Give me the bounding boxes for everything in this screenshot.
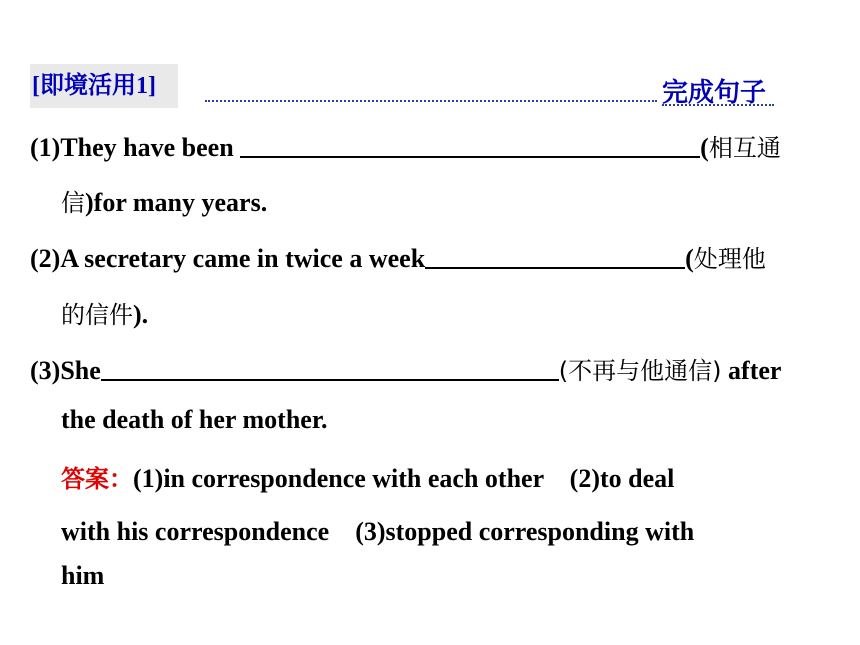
answer-text-3: him [61,561,105,590]
question-2-number: (2) [30,244,61,273]
question-1-hint-part-2: 信 [61,189,85,217]
question-3-blank[interactable] [101,355,559,381]
answer-line-3 [61,561,104,591]
question-2-line-1 [30,239,766,274]
section-tag-text: [即境活用1] [32,73,156,99]
question-2-blank[interactable] [425,243,685,269]
question-1-hint-part-1: 相互通 [708,134,781,162]
question-1-blank[interactable] [240,132,700,158]
question-3-line-1 [30,351,781,386]
question-3-number: (3) [30,356,61,385]
question-1-text: They have been [60,133,241,162]
question-2-hint-open: ( [685,244,694,273]
question-3-tail-2: the death of her mother. [61,405,328,434]
question-3-text: She [60,356,101,385]
question-1-tail: )for many years. [85,188,268,217]
section-title: 完成句子 [662,78,767,108]
question-3-tail-1: after [721,356,782,385]
question-2-text: A secretary came in twice a week [60,244,426,273]
answer-text-2: with his correspondence (3)stopped corresponding with [61,517,695,546]
section-title-underline [662,104,774,106]
answer-label: 答案： [61,465,133,493]
section-tag [30,64,178,108]
question-2-line-2 [61,295,148,330]
question-1-line-1 [30,128,781,163]
question-3-hint: (不再与他通信) [558,357,722,385]
question-1-line-2 [61,183,267,218]
answer-line-1 [61,458,674,495]
answer-text-1: (1)in correspondence with each other (2)to deal [133,464,675,493]
question-3-line-2 [61,405,327,435]
question-2-hint-part-1: 处理他 [693,245,766,273]
question-2-hint-part-2: 的信件 [61,301,133,329]
answer-line-2 [61,511,694,548]
header-dotted-rule [205,100,657,102]
question-1-hint-open: ( [700,133,709,162]
question-2-tail: ). [133,300,149,329]
question-1-number: (1) [30,133,61,162]
